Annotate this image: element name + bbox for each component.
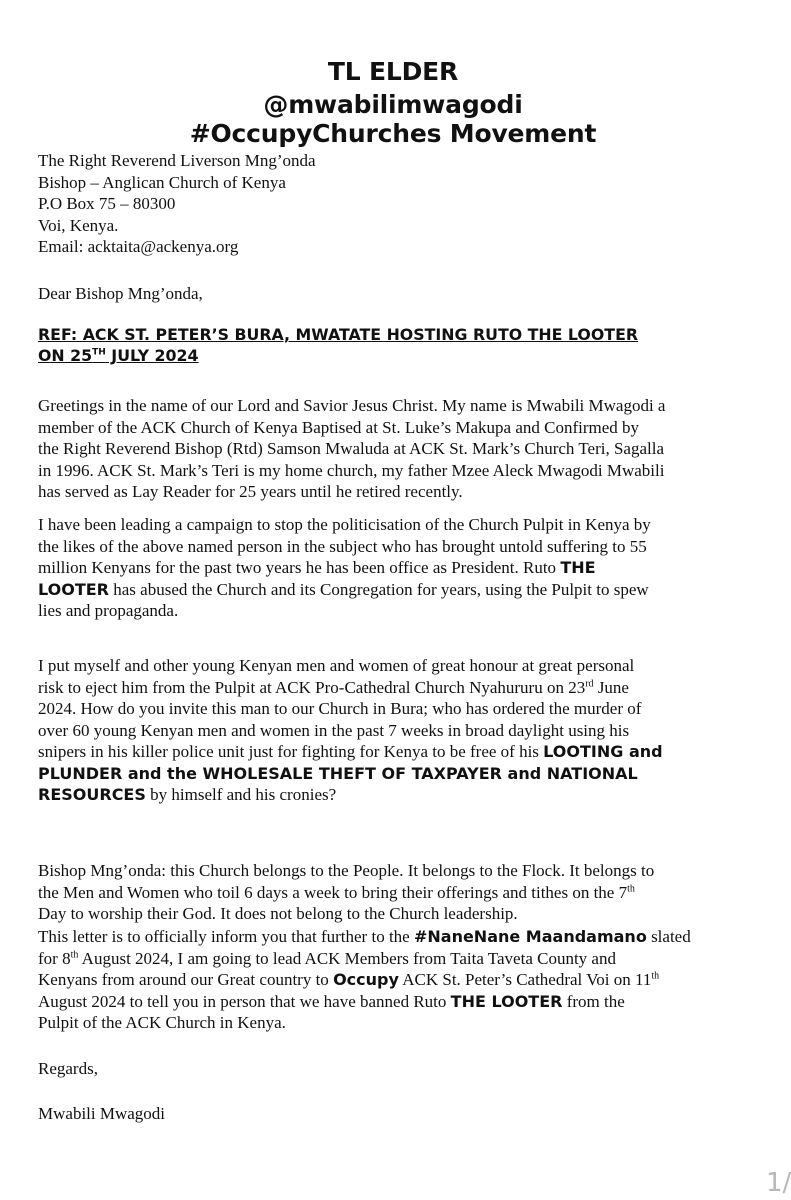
text-run: from the: [562, 991, 625, 1011]
text-run: Kenyans from around our Great country to: [38, 970, 334, 989]
superscript: th: [70, 948, 79, 960]
bold-run: Occupy: [333, 970, 399, 989]
text-line-bold: PLUNDER and the WHOLESALE THEFT OF TAXPAYER and NATIONAL: [38, 763, 638, 783]
header-handle: @mwabilimwagodi: [263, 90, 523, 119]
text-run: August 2024, I am going to lead ACK Members from Taita Taveta County and: [78, 948, 616, 968]
text-line: Pulpit of the ACK Church in Kenya.: [38, 1013, 286, 1032]
bold-run: #NaneNane Maandamano: [413, 927, 647, 946]
text-line: 2024. How do you invite this man to our Church in Bura; who has ordered the murder of: [38, 699, 642, 718]
bold-run: LOOTING and: [543, 742, 663, 761]
paragraph-campaign: [38, 514, 750, 622]
text-run: slated: [646, 927, 691, 946]
text-line: [38, 557, 750, 579]
text-line: lies and propaganda.: [38, 601, 179, 620]
signature: Mwabili Mwagodi: [38, 1104, 166, 1123]
text-run: ACK St. Peter’s Cathedral Voi on 11: [398, 970, 652, 989]
text-line: I put myself and other young Kenyan men and women of great honour at great personal: [38, 656, 635, 675]
text-run: August 2024 to tell you in person that we have banned Ruto: [38, 991, 451, 1011]
text-run: has abused the Church and its Congregation for years, using the Pulpit to spew: [109, 579, 649, 599]
text-line: [38, 677, 750, 699]
text-line: [38, 926, 750, 948]
text-line: [38, 991, 750, 1013]
ref-date-sup: TH: [92, 347, 106, 358]
superscript: th: [627, 882, 635, 894]
text-line: I have been leading a campaign to stop the politicisation of the Church Pulpit in Kenya by: [38, 515, 651, 534]
text-line: [38, 741, 750, 763]
text-line: in 1996. ACK St. Mark’s Teri is my home church, my father Mzee Aleck Mwagodi Mwabili: [38, 460, 665, 480]
text-line: [38, 948, 750, 970]
text-run: risk to eject him from the Pulpit at ACK Pro-Cathedral Church Nyahururu on 23: [38, 677, 586, 697]
page-indicator: 1/: [766, 1168, 791, 1198]
recipient-address: [38, 150, 316, 258]
paragraph-church-belongs: [38, 860, 750, 925]
text-line: Bishop Mng’onda: this Church belongs to the People. It belongs to the Flock. It belongs to: [38, 861, 655, 880]
text-run: snipers in his killer police unit just for fighting for Kenya to be free of his: [38, 742, 544, 761]
text-line: the Right Reverend Bishop (Rtd) Samson Mwaluda at ACK St. Mark’s Church Teri, Sagalla: [38, 439, 665, 458]
text-line: over 60 young Kenyan men and women in the past 7 weeks in broad daylight using his: [38, 720, 630, 740]
superscript: rd: [585, 677, 594, 689]
text-run: million Kenyans for the past two years he has been office as President. Ruto: [38, 558, 561, 577]
text-line: the likes of the above named person in the subject who has brought untold suffering to 55: [38, 536, 647, 556]
bold-run: LOOTER: [38, 579, 109, 599]
header-movement: #OccupyChurches Movement: [189, 119, 597, 148]
reference-line-1: REF: ACK ST. PETER’S BURA, MWATATE HOSTING RUTO THE LOOTER: [38, 325, 639, 344]
text-line: [38, 969, 750, 991]
text-run: June: [593, 677, 629, 697]
address-line: Voi, Kenya.: [38, 215, 119, 235]
paragraph-nyahururu: [38, 655, 750, 806]
closing: Regards,: [38, 1059, 98, 1078]
superscript: th: [651, 970, 660, 982]
text-run: by himself and his cronies?: [145, 785, 337, 804]
address-email: Email: acktaita@ackenya.org: [38, 237, 239, 256]
bold-run: THE: [560, 558, 596, 577]
ref-date-prefix: ON 25: [38, 346, 93, 365]
address-line: The Right Reverend Liverson Mng’onda: [38, 151, 316, 170]
address-line: P.O Box 75 – 80300: [38, 194, 176, 213]
reference-line-2: [38, 345, 768, 366]
text-run: the Men and Women who toil 6 days a week to bring their offerings and tithes on the 7: [38, 882, 628, 902]
text-line: has served as Lay Reader for 25 years until he retired recently.: [38, 482, 463, 501]
address-line: Bishop – Anglican Church of Kenya: [38, 172, 286, 192]
text-line: member of the ACK Church of Kenya Baptised at St. Luke’s Makupa and Confirmed by: [38, 417, 640, 437]
reference-line: [38, 324, 768, 366]
bold-run: THE LOOTER: [450, 991, 563, 1011]
ref-date-suffix: JULY 2024: [105, 346, 199, 365]
header-title: TL ELDER: [327, 57, 459, 86]
paragraph-greeting: [38, 395, 750, 503]
salutation: Dear Bishop Mng’onda,: [38, 284, 203, 303]
text-line: [38, 882, 750, 904]
text-run: for 8: [38, 948, 71, 968]
text-line: [38, 784, 750, 806]
paragraph-occupy-notice: [38, 926, 750, 1034]
text-line: [38, 579, 750, 601]
text-line: Day to worship their God. It does not belong to the Church leadership.: [38, 904, 518, 923]
bold-run: RESOURCES: [38, 785, 146, 804]
text-line: Greetings in the name of our Lord and Savior Jesus Christ. My name is Mwabili Mwagodi a: [38, 396, 666, 415]
text-run: This letter is to officially inform you that further to the: [38, 927, 414, 946]
